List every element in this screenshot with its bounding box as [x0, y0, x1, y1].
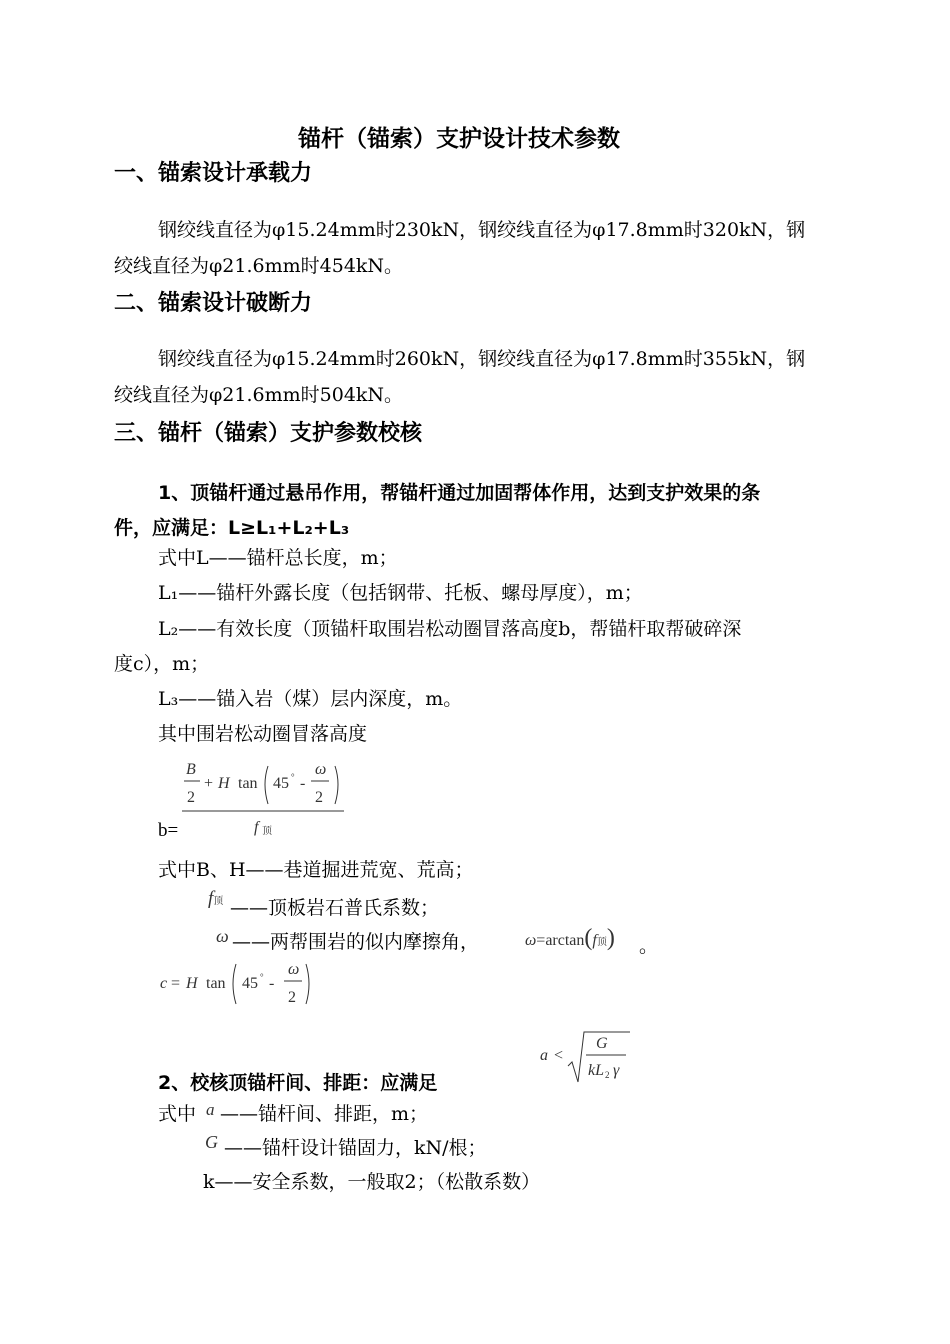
section-2-line-2: 绞线直径为φ21.6mm时504kN。 [114, 384, 404, 406]
def-omega: ——两帮围岩的似内摩擦角， [232, 931, 480, 953]
def-a-prefix: 式中 [158, 1103, 197, 1125]
b-intro: 其中围岩松动圈冒落高度 [158, 723, 368, 745]
svg-text:kL: kL [588, 1062, 604, 1079]
svg-text:2: 2 [187, 789, 195, 806]
def-a: ——锚杆间、排距，m； [220, 1103, 429, 1125]
def-L3: L₃——锚入岩（煤）层内深度，m。 [158, 688, 463, 710]
item-1-line-1: 1、顶锚杆通过悬吊作用，帮锚杆通过加固帮体作用，达到支护效果的条 [158, 482, 761, 504]
svg-text:γ: γ [613, 1062, 620, 1079]
formula-c-graphic [158, 958, 328, 1010]
svg-text:-: - [300, 775, 306, 792]
svg-text:H: H [218, 775, 230, 792]
svg-text:2: 2 [288, 989, 296, 1006]
def-BH: 式中B、H——巷道掘进荒宽、荒高； [158, 859, 474, 881]
def-L2-line-2: 度c），m； [114, 653, 210, 675]
svg-text:ω: ω [315, 761, 327, 778]
svg-text:tan: tan [206, 975, 226, 992]
def-L: 式中L——锚杆总长度，m； [158, 547, 398, 569]
formula-b [180, 758, 350, 838]
section-2-line-1: 钢绞线直径为φ15.24mm时260kN，钢绞线直径为φ17.8mm时355kN，钢 [158, 348, 806, 370]
section-1-heading: 一、锚索设计承载力 [114, 161, 313, 186]
def-L2-line-1: L₂——有效长度（顶锚杆取围岩松动圈冒落高度b，帮锚杆取帮破碎深 [158, 618, 742, 640]
G-symbol: G [205, 1132, 218, 1152]
item-2: 2、校核顶锚杆间、排距：应满足 [158, 1072, 438, 1094]
svg-text:顶: 顶 [262, 826, 272, 837]
svg-text:G: G [596, 1035, 608, 1052]
formula-omega: ω=arctan(f顶) [525, 925, 615, 951]
formula-a-graphic [538, 1028, 638, 1088]
formula-a [538, 1028, 638, 1088]
svg-text:B: B [186, 761, 196, 778]
section-3-heading: 三、锚杆（锚索）支护参数校核 [114, 421, 423, 446]
def-k: k——安全系数，一般取2；（松散系数） [203, 1171, 541, 1193]
svg-text:45: 45 [273, 775, 289, 792]
svg-text:tan: tan [238, 775, 258, 792]
svg-text:°: ° [291, 772, 295, 782]
section-2-heading: 二、锚索设计破断力 [114, 291, 313, 316]
section-1-line-1: 钢绞线直径为φ15.24mm时230kN，钢绞线直径为φ17.8mm时320kN，钢 [158, 219, 806, 241]
a-symbol: a [206, 1100, 215, 1119]
formula-c [158, 958, 328, 1010]
def-G: ——锚杆设计锚固力，kN/根； [224, 1137, 487, 1159]
section-1-line-2: 绞线直径为φ21.6mm时454kN。 [114, 255, 404, 277]
svg-text:H: H [186, 975, 198, 992]
formula-b-graphic [180, 758, 350, 838]
svg-text:45: 45 [242, 975, 258, 992]
def-omega-end: 。 [639, 935, 659, 957]
item-1-line-2: 件，应满足：L≥L₁+L₂+L₃ [114, 517, 350, 539]
svg-text:<: < [554, 1047, 564, 1064]
svg-text:°: ° [260, 972, 264, 982]
svg-text:2: 2 [605, 1070, 610, 1080]
f-top-symbol: f顶 [208, 888, 224, 909]
omega-symbol: ω [216, 926, 229, 946]
svg-text:f: f [254, 819, 259, 836]
svg-text:ω: ω [288, 961, 300, 978]
def-L1: L₁——锚杆外露长度（包括钢带、托板、螺母厚度），m； [158, 582, 643, 604]
b-label: b= [158, 820, 179, 841]
svg-text:a: a [540, 1047, 548, 1064]
page-title: 锚杆（锚索）支护设计技术参数 [298, 126, 620, 152]
svg-text:+: + [204, 775, 214, 792]
svg-text:-: - [269, 975, 275, 992]
svg-text:=: = [171, 975, 181, 992]
svg-text:c: c [160, 975, 168, 992]
svg-text:2: 2 [315, 789, 323, 806]
def-f: ——顶板岩石普氏系数； [230, 897, 440, 919]
